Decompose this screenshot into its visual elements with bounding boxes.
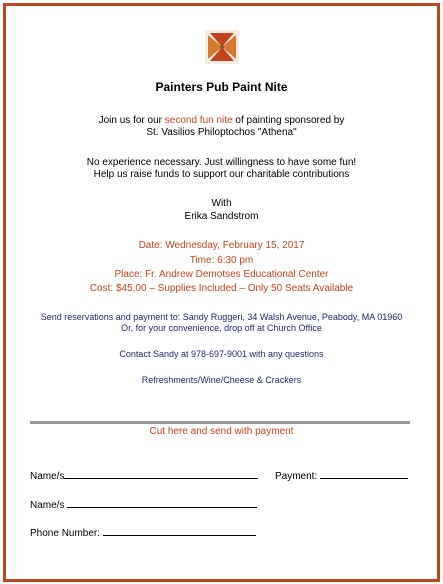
- payment-address: Send reservations and payment to: Sandy Ruggeri, 34 Walsh Avenue, Peabody, MA 01960: [40, 312, 403, 322]
- payment-field[interactable]: [320, 468, 408, 479]
- name-label-1: Name/s: [30, 471, 65, 482]
- form-phone-row: [30, 525, 256, 539]
- intro-suffix: of painting sponsored by: [232, 115, 345, 126]
- flyer-title: Painters Pub Paint Nite: [155, 80, 288, 94]
- refreshments-line: Refreshments/Wine/Cheese & Crackers: [141, 375, 302, 385]
- pitch-line-2: Help us raise funds to support our charitable contributions: [93, 169, 350, 180]
- intro-line-1: [0, 115, 443, 127]
- payment-dropoff: Or, for your convenience, drop off at Church Office: [121, 323, 322, 333]
- form-name-row-1: [30, 468, 258, 482]
- with-label: With: [211, 198, 232, 209]
- cut-instruction: Cut here and send with payment: [149, 426, 294, 437]
- phone-label: Phone Number:: [30, 528, 101, 539]
- intro-prefix: Join us for our: [98, 115, 165, 126]
- name-field-2[interactable]: [67, 497, 257, 508]
- phone-field[interactable]: [103, 525, 256, 536]
- intro-highlight: second fun nite: [164, 115, 233, 126]
- cross-emblem-icon: [205, 30, 239, 64]
- pitch-line-1: No experience necessary. Just willingness to have some fun!: [86, 157, 357, 168]
- cut-divider: [30, 421, 410, 424]
- event-place: Place: Fr. Andrew Demotses Educational Center: [114, 269, 329, 280]
- name-label-2: Name/s: [30, 500, 65, 511]
- event-date: Date: Wednesday, February 15, 2017: [138, 240, 305, 251]
- form-payment-row: [275, 468, 408, 482]
- event-cost: Cost: $45.00 – Supplies Included – Only 50 Seats Available: [89, 283, 354, 294]
- intro-line-2: St. Vasilios Philoptochos "Athena": [146, 127, 297, 138]
- contact-line: Contact Sandy at 978-697-9001 with any questions: [119, 349, 324, 359]
- event-time: Time: 6:30 pm: [189, 255, 254, 266]
- name-field-1[interactable]: [64, 468, 258, 479]
- host-name: Erika Sandstrom: [184, 211, 259, 222]
- form-name-row-2: [30, 497, 257, 511]
- payment-label: Payment:: [275, 471, 318, 482]
